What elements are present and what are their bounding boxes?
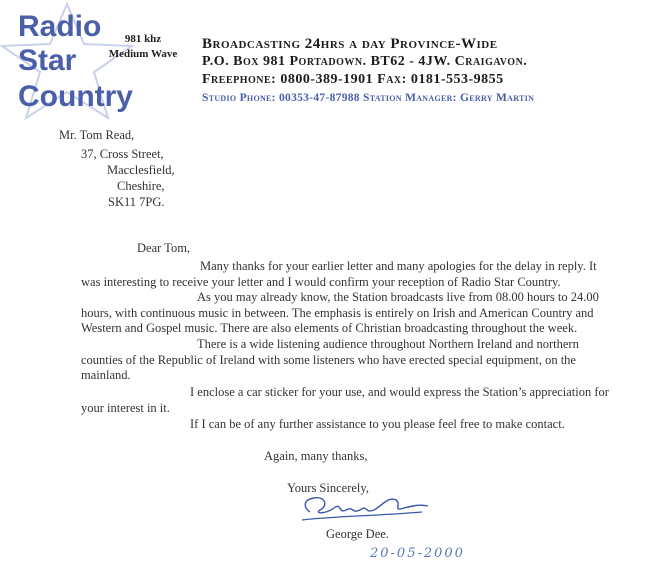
- body-line-6: There is a wide listening audience throughout Northern Ireland and northern: [197, 337, 579, 351]
- recipient-line-4: Cheshire,: [117, 179, 165, 193]
- body-line-9: I enclose a car sticker for your use, and would express the Station’s appreciation for: [190, 385, 609, 399]
- body-line-5: Western and Gospel music. There are also elements of Christian broadcasting throughout the week.: [81, 321, 578, 335]
- body-line-1: Many thanks for your earlier letter and many apologies for the delay in reply. It: [200, 259, 597, 273]
- band-label: Medium Wave: [108, 48, 178, 60]
- body-line-4: hours, with continuous music in between. The emphasis is entirely on Irish and American Country and: [81, 306, 594, 320]
- header-address: P.O. Box 981 Portadown. BT62 - 4JW. Craigavon.: [202, 54, 528, 69]
- body-line-11: If I can be of any further assistance to you please feel free to make contact.: [190, 417, 565, 431]
- header-studio-phone: Studio Phone: 00353-47-87988 Station Manager: Gerry Martin: [202, 92, 535, 104]
- recipient-line-3: Macclesfield,: [107, 163, 175, 177]
- recipient-line-1: Mr. Tom Read,: [59, 128, 135, 142]
- closing-signoff: Yours Sincerely,: [287, 481, 369, 495]
- signatory-name: George Dee.: [326, 527, 389, 541]
- body-line-2: was interesting to receive your letter and I would confirm your reception of Radio Star Country.: [81, 275, 561, 289]
- logo-star: Star: [18, 44, 77, 77]
- closing-thanks: Again, many thanks,: [264, 449, 368, 463]
- recipient-line-2: 37, Cross Street,: [81, 147, 164, 161]
- body-line-7: counties of the Republic of Ireland with some listeners who have erected special equipment, on the: [81, 353, 576, 367]
- recipient-line-5: SK11 7PG.: [108, 195, 165, 209]
- body-line-8: mainland.: [81, 368, 131, 382]
- header-freephone-fax: Freephone: 0800-389-1901 Fax: 0181-553-9855: [202, 72, 504, 87]
- logo-country: Country: [18, 80, 133, 113]
- header-broadcasting: Broadcasting 24hrs a day Province-Wide: [202, 36, 498, 52]
- logo-radio: Radio: [18, 10, 102, 43]
- body-line-3: As you may already know, the Station broadcasts live from 08.00 hours to 24.00: [197, 290, 599, 304]
- frequency-label: 981 khz: [124, 33, 162, 45]
- salutation: Dear Tom,: [137, 241, 191, 255]
- body-line-10: your interest in it.: [81, 401, 170, 415]
- handwritten-date: 20-05-2000: [370, 546, 465, 561]
- signature-icon: [296, 490, 436, 526]
